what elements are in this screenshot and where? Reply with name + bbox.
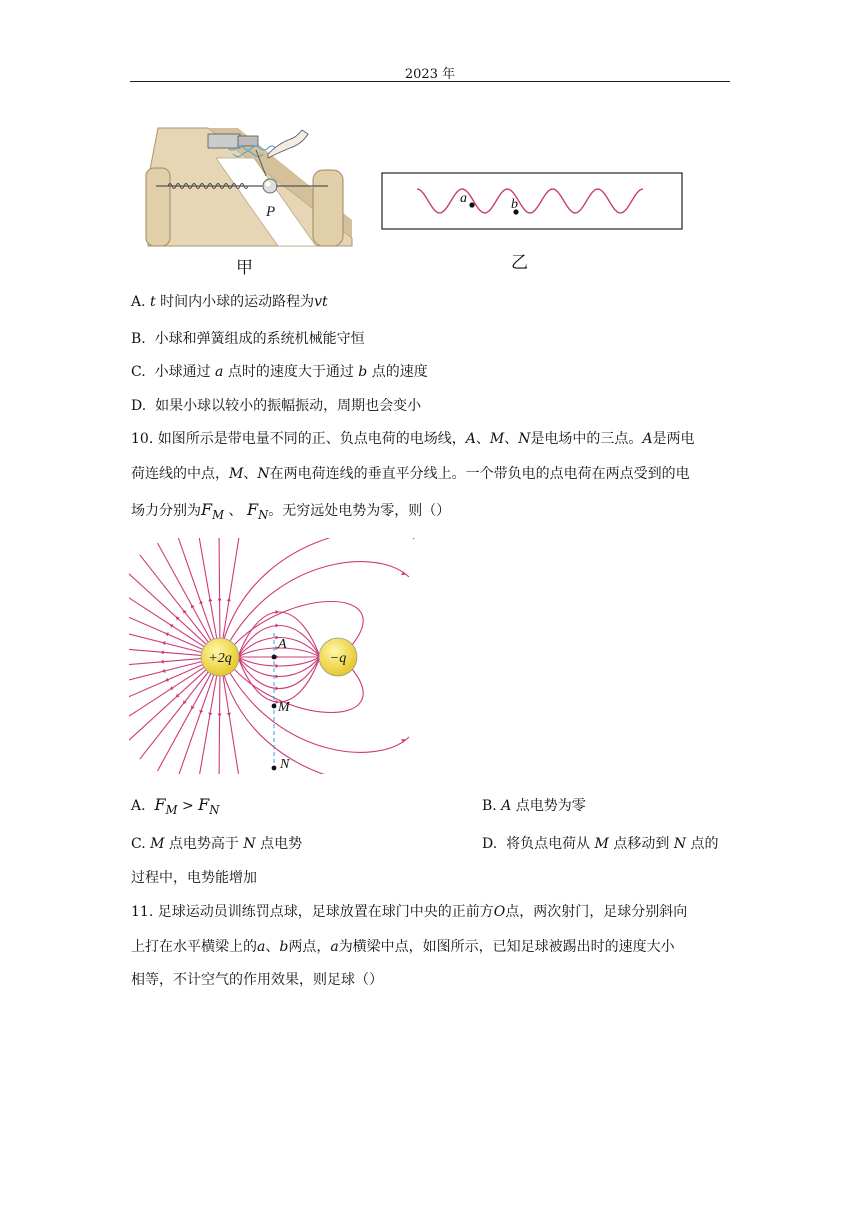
figure-yi-label-b: b <box>511 197 518 212</box>
q10-stem-line-1: 10. 如图所示是带电量不同的正、负点电荷的电场线，A、M、N是电场中的三点。A是两电 <box>131 431 695 447</box>
q11-stem-line-1: 11. 足球运动员训练罚点球，足球放置在球门中央的正前方O点，两次射门，足球分别斜向 <box>131 904 688 920</box>
field-label-a: A <box>278 637 287 652</box>
field-label-m: M <box>278 700 290 715</box>
q10-option-d-continued: 过程中，电势能增加 <box>131 870 257 886</box>
field-label-n: N <box>280 757 290 772</box>
q10-option-b: B. A 点电势为零 <box>482 798 586 814</box>
point-a-dot <box>469 202 474 207</box>
q9-option-d: D. 如果小球以较小的振幅振动，周期也会变小 <box>131 398 422 414</box>
header-year: 2023 年 <box>404 67 456 82</box>
figure-jia-caption: 甲 <box>236 258 253 278</box>
figure-jia-spring-oscillator <box>138 120 360 250</box>
q11-stem-line-2: 上打在水平横梁上的a、b两点，a为横梁中点，如图所示，已知足球被踢出时的速度大小 <box>131 939 675 955</box>
figure-yi-label-a: a <box>460 191 467 206</box>
q10-option-d: D. 将负点电荷从 M 点移动到 N 点的 <box>482 836 719 852</box>
q10-option-c: C. M 点电势高于 N 点电势 <box>131 836 303 852</box>
q10-stem-line-3: 场力分别为$F_M$ 、 $F_N$。无穷远处电势为零，则（） <box>131 500 451 522</box>
negative-charge-label: −q <box>329 651 347 666</box>
q9-option-a: A. t 时间内小球的运动路程为vt <box>131 294 328 310</box>
figure-jia-label-p: P <box>266 204 276 220</box>
q9-option-c: C. 小球通过 a 点时的速度大于通过 b 点的速度 <box>131 364 428 380</box>
q11-stem-line-3: 相等，不计空气的作用效果，则足球（） <box>131 972 383 988</box>
page-header <box>130 60 730 82</box>
positive-charge-label: +2q <box>208 651 232 666</box>
q10-stem-line-2: 荷连线的中点，M、N在两电荷连线的垂直平分线上。一个带负电的点电荷在两点受到的电 <box>131 466 690 482</box>
q9-option-b: B. 小球和弹簧组成的系统机械能守恒 <box>131 331 365 347</box>
q10-option-a: A. $F_M > F_N$ <box>131 795 220 817</box>
figure-electric-field-lines <box>129 538 419 774</box>
figure-yi-caption: 乙 <box>511 253 528 273</box>
figure-yi-sine-trace <box>381 172 683 230</box>
